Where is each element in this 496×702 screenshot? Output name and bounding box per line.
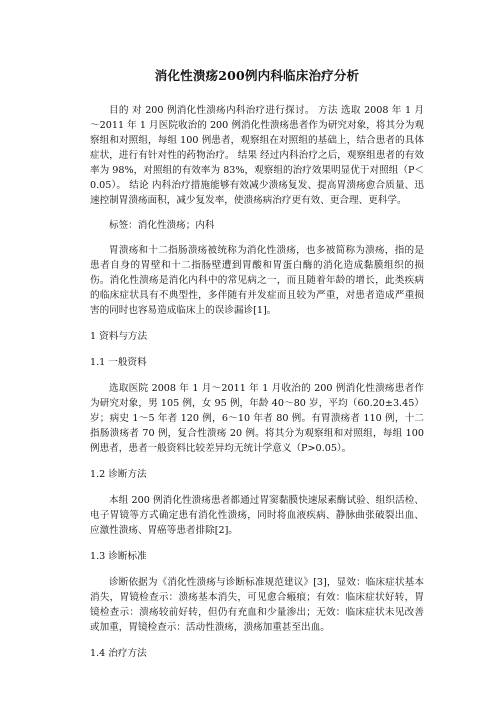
paper-title: 消化性溃疡200例内科临床治疗分析 (154, 68, 360, 83)
abstract: 目的 对 200 例消化性溃疡内科治疗进行探讨。 方法 选取 2008 年 1 月～2011 年 1 月医院收治的 200 例消化性溃疡患者作为研究对象，将其分为观察组和对照组，每组 100 例患者，观察组在对照组的基础上，结合患者的具体症状，进行有针对性的药物治疗。 结果 经过内科治疗之后，观察组患者的有效率为 98%，对照组的有效率为 83%，观察组的治疗效果明显优于对照组（P＜0.05）。 结论 内科治疗措施能够有效减少溃疡复发、提高胃溃疡愈合质量、迅速控制胃溃疡面积，减少复发率，使溃疡病治疗更有效、更合理、更科学。 (90, 105, 424, 206)
intro-paragraph: 胃溃疡和十二指肠溃疡被统称为消化性溃疡，也多被简称为溃疡，指的是患者自身的胃壁和十二指肠壁遭到胃酸和胃蛋白酶的消化造成黏膜组织的损伤。消化性溃疡是消化内科中的常见病之一，而且随着年龄的增长，此类疾病的临床症状具有不典型性，多伴随有并发症而且较为严重，对患者造成严重损害的同时也容易造成临床上的误诊漏诊[1]。 (90, 245, 424, 316)
paragraph-1-3: 诊断依据为《消化性溃疡与诊断标准规范建议》[3]，显效：临床症状基本消失，胃镜检查示：溃疡基本消失，可见愈合瘢痕；有效：临床症状好转，胃镜检查示：溃疡较前好转，但仍有充血和少量渗出；无效：临床症状未见改善或加重，胃镜检查示：活动性溃疡，溃疡加重甚至出血。 (90, 577, 424, 633)
subsection-heading-1-2: 1.2 诊断方法 (90, 469, 147, 480)
keywords: 标签：消化性溃疡；内科 (109, 220, 215, 231)
paragraph-1-1: 选取医院 2008 年 1 月～2011 年 1 月收治的 200 例消化性溃疡患者作为研究对象，男 105 例，女 95 例，年龄 40～80 岁，平均（60.20±3.45）岁；病史 1～5 年者 120 例，6～10 年者 80 例。有胃溃疡者 110 例，十二指肠溃疡者 70 例，复合性溃疡 20 例。将其分为观察组和对照组，每组 100 例患者，患者一般资料比较差异均无统计学意义（P>0.05）。 (90, 383, 424, 454)
subsection-heading-1-1: 1.1 一般资料 (90, 357, 147, 368)
subsection-heading-1-3: 1.3 诊断标准 (90, 551, 147, 562)
section-heading-1: 1 资料与方法 (90, 331, 148, 342)
paragraph-1-2: 本组 200 例消化性溃疡患者都通过胃窦黏膜快速尿素酶试验、组织活检、电子胃镜等方式确定患有消化性溃疡，同时将血液疾病、静脉曲张破裂出血、应激性溃疡、胃癌等患者排除[2]。 (90, 495, 424, 536)
subsection-heading-1-4: 1.4 治疗方法 (90, 648, 147, 659)
